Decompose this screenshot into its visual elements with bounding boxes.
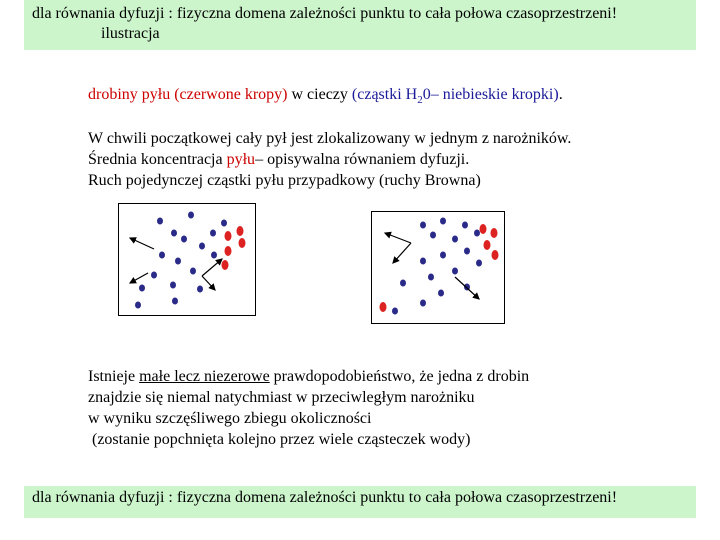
conclusion-line-4: (zostanie popchnięta kolejno przez wiele cząsteczek wody) [88, 431, 471, 448]
intro-dust: drobiny pyłu (czerwone kropy) [88, 86, 288, 103]
intro-water [351, 86, 559, 107]
header-title: dla równania dyfuzji : fizyczna domena zależności punktu to cała połowa czasoprzestrzeni! [32, 5, 618, 22]
intro-water-sub: 2 [417, 94, 423, 107]
conclusion-line-2: znajdzie się niemal natychmiast w przeciwległym narożniku [88, 389, 475, 406]
top-banner [24, 0, 696, 50]
bottom-banner [24, 486, 696, 518]
container-box [119, 204, 256, 316]
intro-line [88, 84, 563, 111]
intro-liquid: w cieczy [287, 86, 352, 103]
diffusion-illustration-initial [118, 203, 256, 316]
header-subtitle: ilustracja [101, 25, 160, 42]
intro-water-a: (cząstki H [351, 86, 418, 103]
conclusion-line-1c: prawdopodobieństwo, że jedna z drobin [269, 368, 530, 385]
conclusion-line-3: w wyniku szczęśliwego zbiegu okoliczności [88, 410, 372, 427]
description-line-3: Ruch pojedynczej cząstki pyłu przypadkowy (ruchy Browna) [88, 172, 481, 189]
description-line-1: W chwili początkowej cały pył jest zlokalizowany w jednym z narożników. [88, 130, 572, 147]
diffusion-illustration-later [371, 211, 505, 324]
intro-water-b: 0– niebieskie kropki) [422, 86, 559, 103]
description-dust-word: pyłu [226, 151, 256, 168]
conclusion-line-1 [88, 366, 529, 387]
intro-period: . [558, 86, 563, 103]
conclusion [88, 366, 529, 450]
conclusion-line-1a: Istnieje [88, 368, 140, 385]
footer-title: dla równania dyfuzji : fizyczna domena zależności punktu to cała połowa czasoprzestrzeni! [32, 489, 618, 506]
description-line-2 [88, 149, 571, 170]
conclusion-emphasis: małe lecz niezerowe [139, 368, 270, 385]
description [88, 128, 571, 191]
description-line-2c: – opisywalna równaniem dyfuzji. [255, 151, 470, 168]
description-line-2a: Średnia koncentracja [88, 151, 227, 168]
